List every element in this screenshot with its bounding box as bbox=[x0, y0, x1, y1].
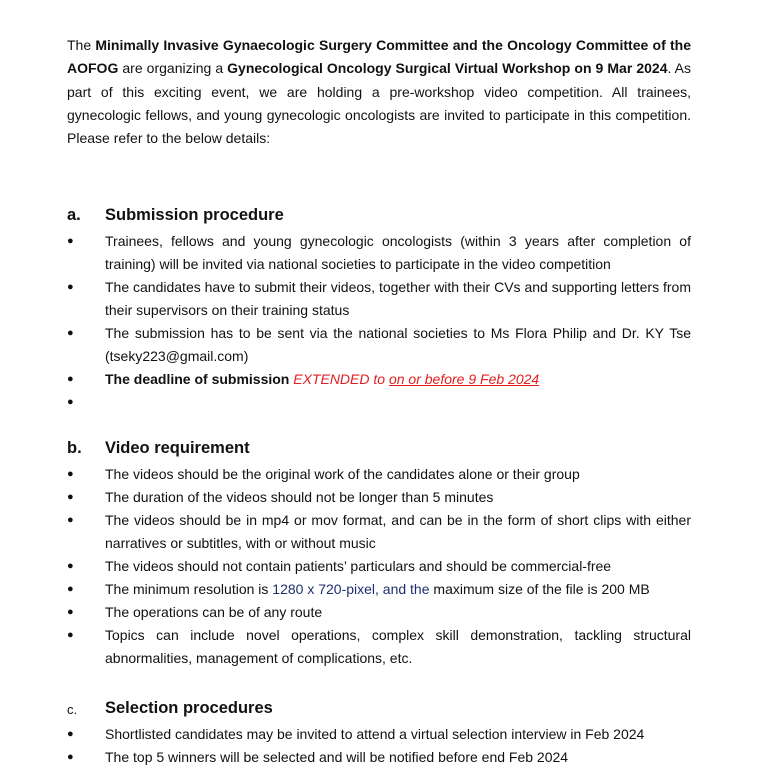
bullet-icon: ● bbox=[67, 235, 74, 247]
section-c-letter: c. bbox=[67, 702, 78, 717]
deadline-extended: EXTENDED to bbox=[293, 371, 389, 387]
intro-committee-bold: Minimally Invasive Gynaecologic Surgery Committee and the Oncology Committee of the AOFOG bbox=[67, 37, 691, 77]
list-item-deadline bbox=[67, 368, 691, 391]
list-item-resolution bbox=[67, 578, 691, 601]
bullet-icon: ● bbox=[67, 327, 74, 339]
bullet-icon: ● bbox=[67, 606, 74, 618]
section-b-list bbox=[67, 463, 691, 670]
bullet-icon: ● bbox=[67, 281, 74, 293]
bullet-icon: ● bbox=[67, 514, 74, 526]
list-item bbox=[67, 723, 691, 746]
list-item bbox=[67, 230, 691, 276]
list-item-text: Topics can include novel operations, complex skill demonstration, tackling structural abnormalities, management of complications, etc. bbox=[105, 627, 691, 666]
bullet-icon: ● bbox=[67, 728, 74, 740]
list-item-text: The videos should be in mp4 or mov format, and can be in the form of short clips with either narratives or subtitles, with or without music bbox=[105, 512, 691, 551]
deadline-label: The deadline of submission bbox=[105, 371, 294, 387]
list-item-text: The duration of the videos should not be longer than 5 minutes bbox=[105, 489, 494, 505]
bullet-icon: ● bbox=[67, 583, 74, 595]
list-item-text: Trainees, fellows and young gynecologic oncologists (within 3 years after completion of training) will be invited via national societies to participate in the video competition bbox=[105, 233, 691, 272]
list-item-empty bbox=[67, 391, 691, 414]
section-a-list bbox=[67, 230, 691, 414]
resolution-pre: The minimum resolution is bbox=[105, 581, 273, 597]
list-item bbox=[67, 486, 691, 509]
deadline-date: on or before 9 Feb 2024 bbox=[388, 371, 540, 387]
list-item bbox=[67, 276, 691, 322]
bullet-icon: ● bbox=[67, 373, 74, 385]
intro-workshop-bold: Gynecological Oncology Surgical Virtual Workshop on 9 Mar 2024 bbox=[227, 60, 668, 77]
bullet-icon: ● bbox=[67, 396, 74, 408]
list-item-text: The candidates have to submit their videos, together with their CVs and supporting letters from their supervisors on their training status bbox=[105, 279, 691, 318]
list-item-text: The submission has to be sent via the national societies to Ms Flora Philip and Dr. KY Tse (tseky223@gmail.com) bbox=[105, 325, 691, 364]
list-item-text: The operations can be of any route bbox=[105, 604, 323, 620]
bullet-icon: ● bbox=[67, 629, 74, 641]
bullet-icon: ● bbox=[67, 491, 74, 503]
section-c-title: Selection procedures bbox=[105, 699, 273, 717]
list-item-text: The videos should be the original work of the candidates alone or their group bbox=[105, 466, 580, 482]
bullet-icon: ● bbox=[67, 468, 74, 480]
list-item bbox=[67, 463, 691, 486]
resolution-value: 1280 x 720-pixel, and the bbox=[272, 581, 430, 597]
list-item-text: Shortlisted candidates may be invited to attend a virtual selection interview in Feb 2024 bbox=[105, 726, 645, 742]
list-item bbox=[67, 624, 691, 670]
section-a-title: Submission procedure bbox=[105, 206, 284, 224]
intro-text: The bbox=[67, 37, 96, 53]
section-a-letter: a. bbox=[67, 206, 81, 224]
list-item-text: The videos should not contain patients’ particulars and should be commercial-free bbox=[105, 558, 612, 574]
list-item bbox=[67, 555, 691, 578]
list-item bbox=[67, 509, 691, 555]
intro-paragraph bbox=[67, 34, 691, 150]
list-item bbox=[67, 746, 691, 769]
intro-text: . As part of this exciting event, we are holding a pre-workshop video competition. All trainees, gynecologic fellows, and young gynecologic oncologists are invited to participate in this competition. Please refer to the below details: bbox=[67, 60, 692, 147]
intro-text: are organizing a bbox=[118, 60, 228, 77]
list-item bbox=[67, 322, 691, 368]
bullet-icon: ● bbox=[67, 560, 74, 572]
section-b-letter: b. bbox=[67, 439, 82, 457]
list-item bbox=[67, 601, 691, 624]
section-c-list bbox=[67, 723, 691, 769]
section-b-title: Video requirement bbox=[105, 439, 250, 457]
bullet-icon: ● bbox=[67, 751, 74, 763]
list-item-text: The top 5 winners will be selected and will be notified before end Feb 2024 bbox=[105, 749, 569, 765]
resolution-post: maximum size of the file is 200 MB bbox=[429, 581, 650, 597]
